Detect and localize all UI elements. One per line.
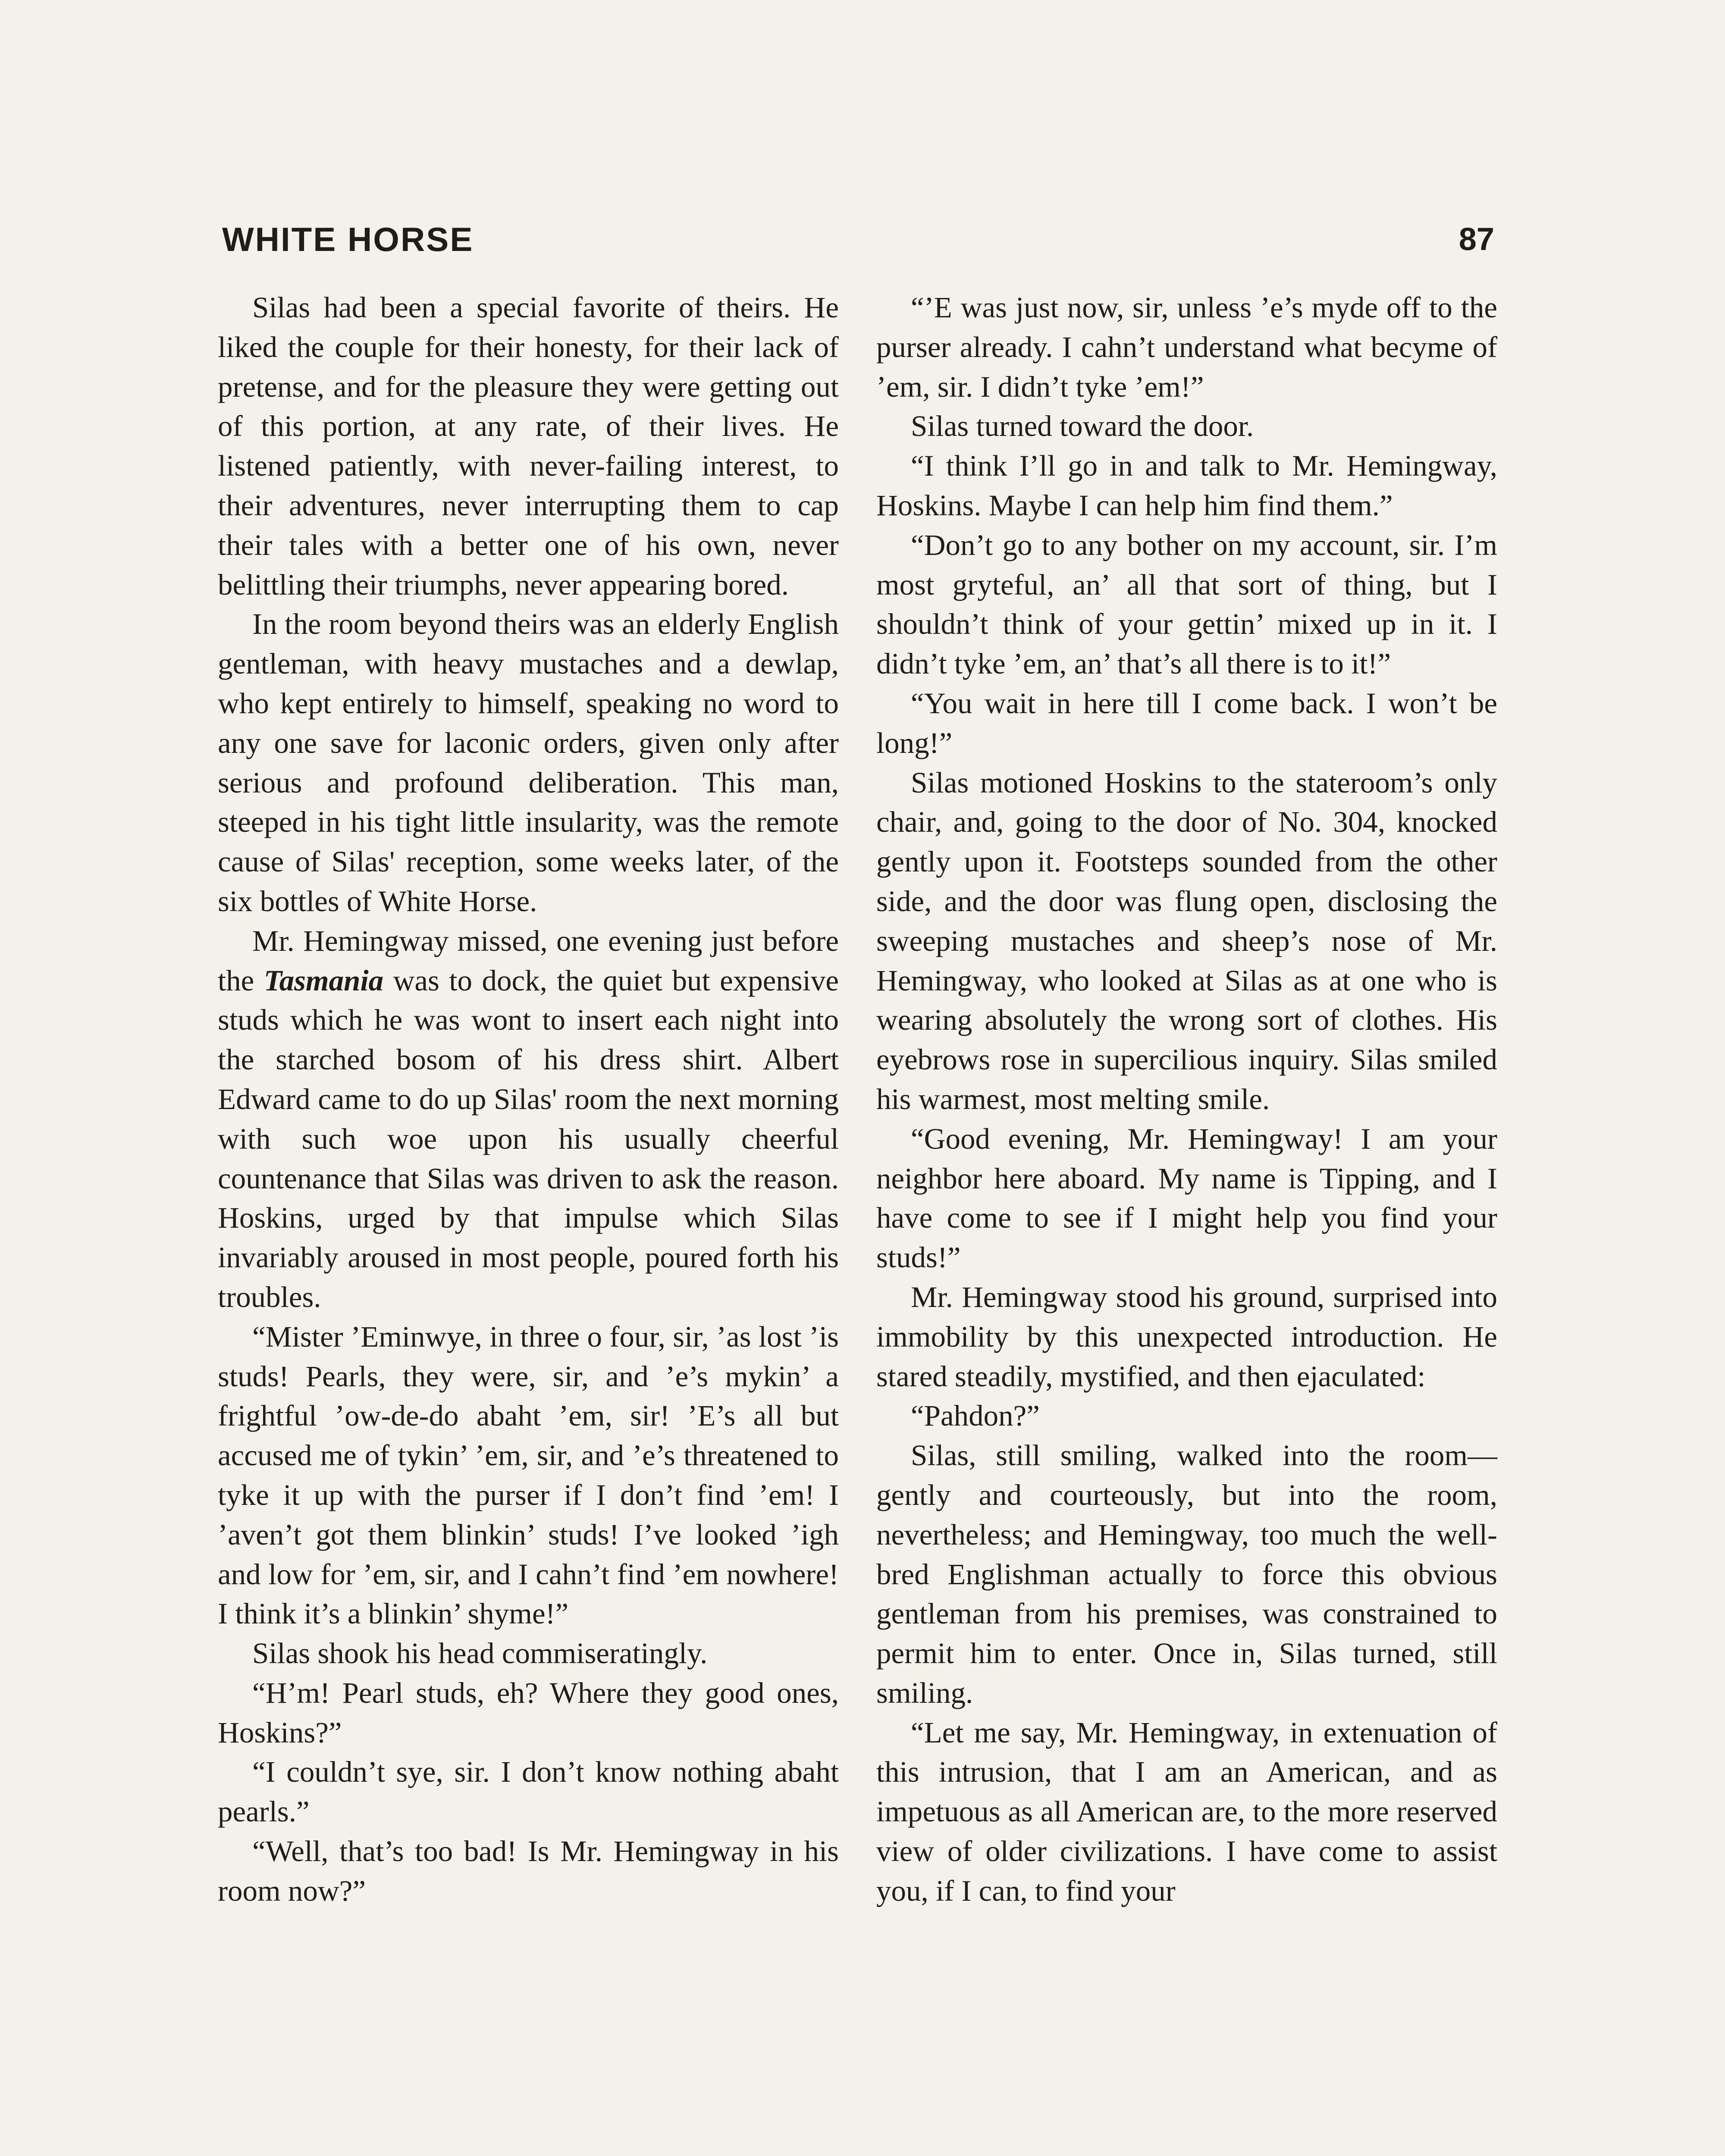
left-text-column [218, 288, 839, 1911]
paragraph: In the room beyond theirs was an elderly English gentleman, with heavy mustaches and a dewlap, who kept entirely to himself, speaking no word to any one save for laconic orders, given only after serious and profound deliberation. This man, steeped in his tight little insularity, was the remote cause of Silas' reception, some weeks later, of the six bottles of White Horse. [218, 608, 839, 918]
paragraph: “Don’t go to any bother on my account, sir. I’m most gryteful, an’ all that sort of thing, but I shouldn’t think of your gettin’ mixed up in it. I didn’t tyke ’em, an’ that’s all there is to it!” [876, 528, 1497, 680]
paragraph: “H’m! Pearl studs, eh? Where they good ones, Hoskins?” [218, 1676, 839, 1749]
ship-name: Tasmania [263, 964, 384, 997]
paragraph: “Let me say, Mr. Hemingway, in extenuation of this intrusion, that I am an American, and as impetuous as all American are, to the more reserved view of older civilizations. I have come to assist you, if I can, to find your [876, 1716, 1497, 1907]
paragraph: “I think I’ll go in and talk to Mr. Hemingway, Hoskins. Maybe I can help him find them.” [876, 449, 1497, 522]
right-text-column [876, 288, 1497, 1911]
paragraph: “’E was just now, sir, unless ’e’s myde off to the purser already. I cahn’t understand what becyme of ’em, sir. I didn’t tyke ’em!” [876, 291, 1497, 403]
paragraph: “Well, that’s too bad! Is Mr. Hemingway in his room now?” [218, 1835, 839, 1907]
running-title: WHITE HORSE [222, 220, 474, 258]
paragraph: “Mister ’Eminwye, in three o four, sir, ’as lost ’is studs! Pearls, they were, sir, and ’e’s mykin’ a frightful ’ow-de-do abaht ’em, sir! ’E’s all but accused me of tykin’ ’em, sir, and ’e’s threatened to tyke it up with the purser if I don’t find ’em! I ’aven’t got them blinkin’ studs! I’ve looked ’igh and low for ’em, sir, and I cahn’t find ’em nowhere! I think it’s a blinkin’ shyme!” [218, 1320, 839, 1630]
paragraph: Silas turned toward the door. [911, 410, 1254, 443]
paragraph: Silas, still smiling, walked into the room—gently and courteously, but into the room, nevertheless; and Hemingway, too much the well-bred Englishman actually to force this obvious gentleman from his premises, was constrained to permit him to enter. Once in, Silas turned, still smiling. [876, 1439, 1497, 1709]
paragraph: Silas motioned Hoskins to the stateroom’s only chair, and, going to the door of No. 304, knocked gently upon it. Footsteps sounded from the other side, and the door was flung open, disclosing the sweeping mustaches and sheep’s nose of Mr. Hemingway, who looked at Silas as at one who is wearing absolutely the wrong sort of clothes. His eyebrows rose in supercilious inquiry. Silas smiled his warmest, most melting smile. [876, 766, 1497, 1116]
paragraph: Mr. Hemingway stood his ground, surprised into immobility by this unexpected introduction. He stared steadily, mystified, and then ejaculated: [876, 1280, 1497, 1393]
paragraph: “You wait in here till I come back. I won’t be long!” [876, 686, 1497, 759]
page-number: 87 [1458, 221, 1494, 257]
paragraph: “Good evening, Mr. Hemingway! I am your neighbor here aboard. My name is Tipping, and I have come to see if I might help you find your studs!” [876, 1122, 1497, 1274]
paragraph: Silas had been a special favorite of theirs. He liked the couple for their honesty, for their lack of pretense, and for the pleasure they were getting out of this portion, at any rate, of their lives. He listened patiently, with never-failing interest, to their adventures, never interrupting them to cap their tales with a better one of his own, never belittling their triumphs, never appearing bored. [218, 291, 839, 601]
paragraph: Mr. Hemingway missed, one evening just before the Tasmania was to dock, the quiet but expensive studs which he was wont to insert each night into the starched bosom of his dress shirt. Albert Edward came to do up Silas' room the next morning with such woe upon his usually cheerful countenance that Silas was driven to ask the reason. Hoskins, urged by that impulse which Silas invariably aroused in most people, poured forth his troubles. [218, 924, 839, 1313]
paragraph: Silas shook his head commiseratingly. [252, 1637, 708, 1670]
paragraph: “I couldn’t sye, sir. I don’t know nothing abaht pearls.” [218, 1755, 839, 1828]
paragraph: “Pahdon?” [911, 1399, 1040, 1432]
running-header [222, 218, 1494, 265]
